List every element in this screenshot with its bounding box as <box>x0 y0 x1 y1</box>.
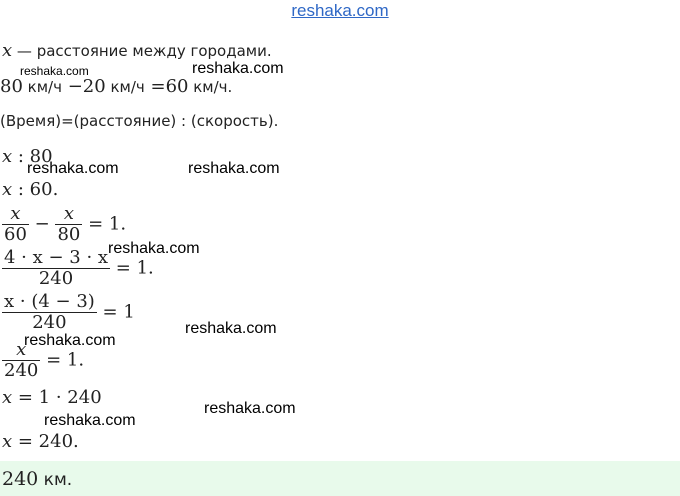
watermark: reshaka.com <box>204 400 296 417</box>
fraction-x-over-60 <box>2 204 29 245</box>
var-x: x <box>2 431 13 452</box>
minus-sign: − <box>34 213 50 235</box>
site-link[interactable]: reshaka.com <box>291 1 389 20</box>
equation-rhs: = 1. <box>115 257 154 279</box>
equation-5 <box>2 387 102 408</box>
fraction-denominator: 240 <box>2 312 97 333</box>
var-x: x <box>2 146 13 167</box>
watermark: reshaka.com <box>188 160 280 177</box>
fraction-numerator: x <box>63 203 74 224</box>
speed-3-unit: км/ч. <box>188 78 233 96</box>
fraction-numerator: x · (4 − 3) <box>4 291 95 312</box>
var-x: x <box>2 40 13 61</box>
watermark: reshaka.com <box>44 412 136 429</box>
fraction-factored <box>2 292 97 333</box>
fraction-x-over-80 <box>55 204 82 245</box>
equation-6-rest: = 240. <box>12 431 79 452</box>
fraction-numerator: x <box>16 339 27 360</box>
time-line-1-rest: : 80 <box>12 146 53 167</box>
speed-difference-line <box>0 76 232 97</box>
speed-1: 80 <box>0 76 23 97</box>
watermark: reshaka.com <box>192 60 284 77</box>
answer <box>2 468 72 490</box>
equation-rhs: = 1 <box>102 301 135 323</box>
equation-1 <box>2 204 126 245</box>
fraction-denominator: 60 <box>4 224 27 245</box>
equation-rhs: = 1. <box>46 349 85 371</box>
fraction-denominator: 240 <box>2 268 110 289</box>
watermark: reshaka.com <box>20 64 89 78</box>
speed-1-unit: км/ч <box>22 78 62 96</box>
equals-sign: = <box>144 76 166 97</box>
equation-6 <box>2 431 79 452</box>
fraction-numerator: 4 · x − 3 · x <box>4 247 109 268</box>
equation-rhs: = 1. <box>88 213 127 235</box>
answer-value: 240 <box>2 468 39 490</box>
intro-text: — расстояние между городами. <box>12 42 272 60</box>
speed-3: 60 <box>165 76 189 97</box>
var-x: x <box>2 387 13 408</box>
time-rule: (Время)=(расстояние) : (скорость). <box>0 112 279 130</box>
watermark: reshaka.com <box>24 332 116 349</box>
watermark: reshaka.com <box>27 160 119 177</box>
equation-3 <box>2 292 135 333</box>
watermark: reshaka.com <box>108 240 200 257</box>
time-line-2 <box>2 179 58 200</box>
fraction-denominator: 80 <box>57 224 81 245</box>
intro-line <box>2 40 272 61</box>
fraction-combined <box>2 248 110 289</box>
speed-2-unit: км/ч <box>105 78 145 96</box>
equation-5-rest: = 1 · 240 <box>12 387 102 408</box>
answer-panel <box>0 461 680 496</box>
minus-sign: − <box>61 76 83 97</box>
watermark: reshaka.com <box>185 320 277 337</box>
var-x: x <box>2 179 13 200</box>
fraction-denominator: 240 <box>4 360 39 381</box>
answer-unit: км. <box>38 470 73 490</box>
fraction-numerator: x <box>10 203 21 224</box>
speed-2: 20 <box>82 76 106 97</box>
time-line-2-rest: : 60. <box>12 179 59 200</box>
